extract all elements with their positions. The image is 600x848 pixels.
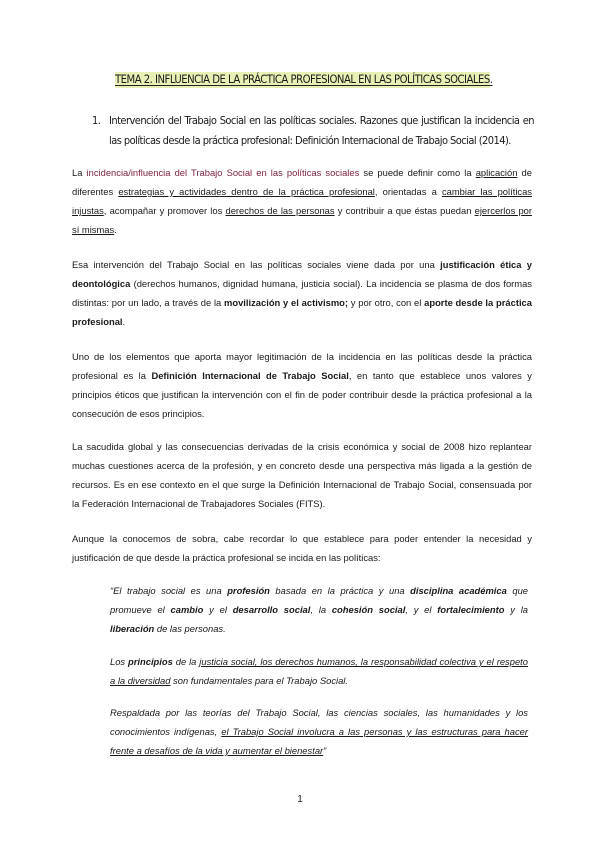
p1-text: La [72,167,87,178]
q1-bold: liberación [110,623,155,634]
q1-bold: fortalecimiento [437,604,505,615]
p1-underlined: aplicación [475,167,518,178]
p2-bold: justificación ética y deontológica [72,259,532,289]
q1-text: y la [504,604,528,615]
q1-text: , y el [405,604,438,615]
p3-text: , en tanto que establece unos valores y principios éticos que justifican la intervención con el fin de poder contribuir desde la práctica profesional a la consecución de esos principios. [72,370,532,419]
p1-highlight: incidencia/influencia del Trabajo Social en las políticas sociales [86,167,360,178]
q3-underlined: el Trabajo Social involucra a las personas y las estructuras para hacer frente a desafíos de la vida y aumentar el bienestar [110,726,528,756]
item-text: Intervención del Trabajo Social en las políticas sociales. Razones que justifican la incidencia en las políticas desde la práctica profesional: Definición Internacional de Trabajo Social (2014). [109,114,534,147]
paragraph-4: La sacudida global y las consecuencias derivadas de la crisis económica y social de 2008 hizo replantear muchas cuestiones acerca de la profesión, y en concreto desde una perspectiva más ligada a la gestión de recursos. Es en ese contexto en el que surge la Definición Internacional de Trabajo Social, consensuada por la Federación Internacional de Trabajadores Sociales (FITS). [72,441,532,509]
q1-bold: desarrollo social [232,604,311,615]
q1-text: de las personas. [154,623,226,634]
p1-text: . [114,224,117,235]
paragraph-2 [72,255,532,331]
p2-text: (derechos humanos, dignidad humana, justicia social). La incidencia se plasma de dos formas distintas: por un lado, a través de la [72,278,532,308]
q1-text: , la [310,604,332,615]
p2-text: y por otro, con el [348,297,425,308]
q1-text: basada en la práctica y una [269,585,411,596]
q1-bold: cohesión social [331,604,406,615]
p1-underlined: estrategias y actividades dentro de la práctica profesional [118,186,375,197]
quote-paragraph-2 [110,652,528,690]
p1-text: , orientadas a [374,186,442,197]
q1-bold: profesión [227,585,270,596]
q1-text: que promueve el [110,585,528,615]
q2-text: de la [172,656,200,667]
q2-text: Los [110,656,129,667]
q1-text: “El trabajo social es una [110,585,228,596]
p1-text: , acompañar y promover los [103,205,226,216]
p2-text: Esa intervención del Trabajo Social en las políticas sociales viene dada por una [72,259,441,270]
item-number: 1. [92,114,101,127]
q1-bold: disciplina académica [410,585,507,596]
q1-bold: cambio [170,604,204,615]
p2-bold: aporte desde la práctica profesional [72,297,532,327]
q3-text: ” [323,745,327,756]
p1-text: y contribuir a que éstas puedan [334,205,475,216]
p2-bold: movilización y el activismo; [224,297,349,308]
q2-text: son fundamentales para el Trabajo Social. [170,675,348,686]
q1-text: y el [203,604,233,615]
q3-text: Respaldada por las teorías del Trabajo Social, las ciencias sociales, las humanidades y los conocimientos indígenas, [110,707,528,737]
p3-text: Uno de los elementos que aporta mayor legitimación de la incidencia en las políticas desde la práctica profesional es la [72,351,532,381]
p1-text: se puede definir como la [359,167,476,178]
page-number: 1 [297,794,303,805]
q2-underlined: justicia social, los derechos humanos, la responsabilidad colectiva y el respeto a la diversidad [110,656,528,686]
quote-paragraph-1 [110,581,528,638]
p1-underlined: cambiar las políticas injustas [72,186,532,216]
document-title: TEMA 2. INFLUENCIA DE LA PRÁCTICA PROFESIONAL EN LAS POLÍTICAS SOCIALES. [115,73,493,86]
p1-text: de diferentes [72,167,532,197]
p2-text: . [122,316,126,327]
p1-underlined: ejercerlos por sí mismas [72,205,533,235]
p1-underlined: derechos de las personas [225,205,335,216]
q2-bold: principios [128,656,173,667]
paragraph-1 [72,163,532,239]
quote-paragraph-3 [110,703,528,760]
paragraph-3 [72,347,532,423]
paragraph-5: Aunque la conocemos de sobra, cabe recordar lo que establece para poder entender la necesidad y justificación de que desde la práctica profesional se incida en las políticas: [72,533,532,563]
p3-bold: Definición Internacional de Trabajo Social [151,370,349,381]
